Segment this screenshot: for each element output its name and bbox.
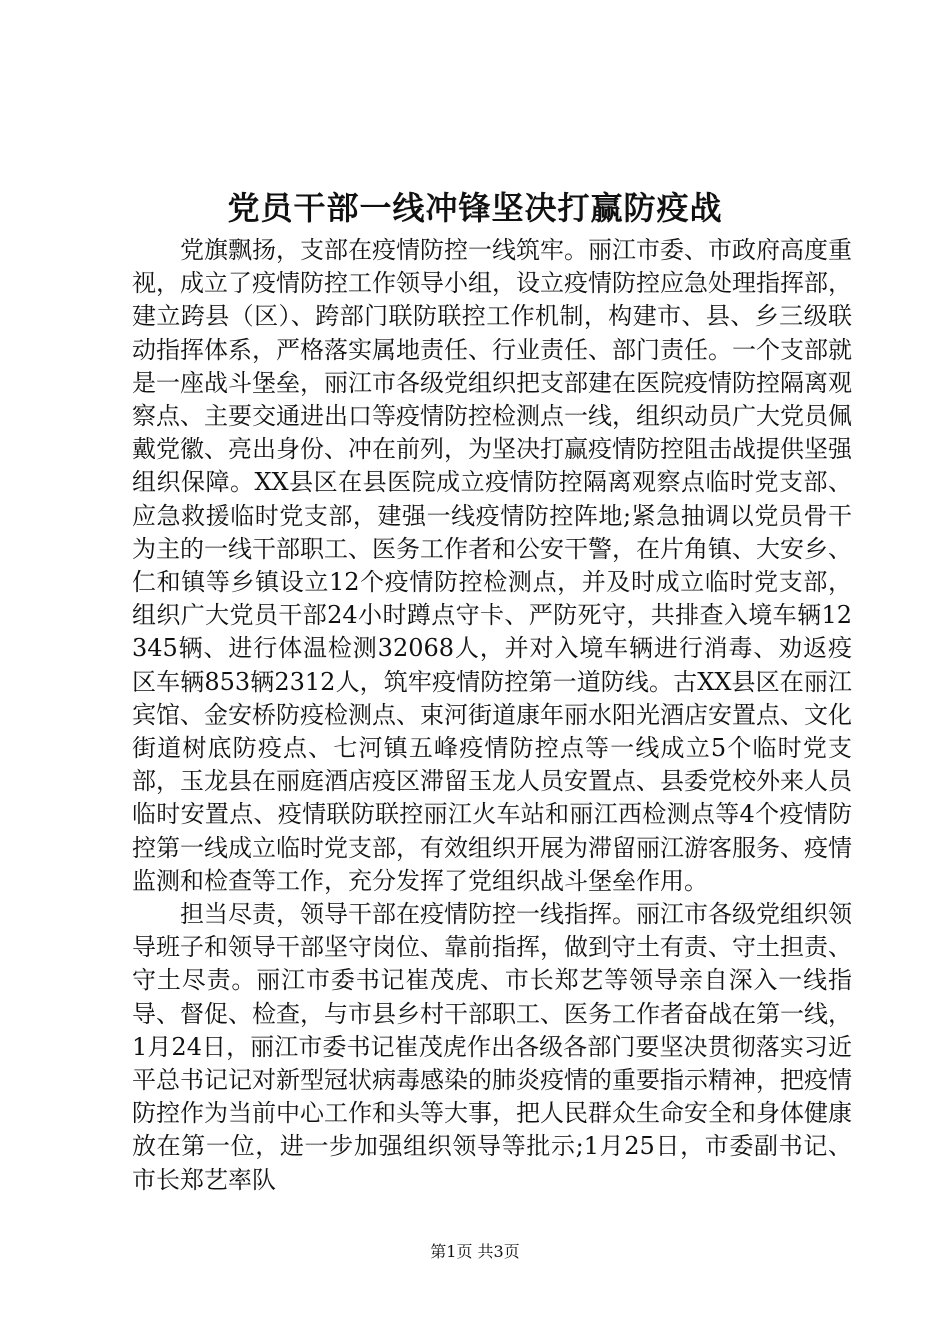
paragraph: 担当尽责，领导干部在疫情防控一线指挥。丽江市各级党组织领导班子和领导干部坚守岗位、靠前指挥，做到守土有责、守土担责、守土尽责。丽江市委书记崔茂虎、市长郑艺等领导亲自深入一线指导、督促、检查，与市县乡村干部职工、医务工作者奋战在第一线，1月24日，丽江市委书记崔茂虎作出各级各部门要坚决贯彻落实习近平总书记记对新型冠状病毒感染的肺炎疫情的重要指示精神，把疫情防控作为当前中心工作和头等大事，把人民群众生命安全和身体健康放在第一位，进一步加强组织领导等批示;1月25日，市委副书记、市长郑艺率队 <box>132 900 852 1194</box>
page-number-footer: 第1页 共3页 <box>430 1242 520 1261</box>
paragraph: 党旗飘扬，支部在疫情防控一线筑牢。丽江市委、市政府高度重视，成立了疫情防控工作领导小组，设立疫情防控应急处理指挥部，建立跨县（区）、跨部门联防联控工作机制，构建市、县、乡三级联动指挥体系，严格落实属地责任、行业责任、部门责任。一个支部就是一座战斗堡垒，丽江市各级党组织把支部建在医院疫情防控隔离观察点、主要交通进出口等疫情防控检测点一线，组织动员广大党员佩戴党徽、亮出身份、冲在前列，为坚决打赢疫情防控阻击战提供坚强组织保障。XX县区在县医院成立疫情防控隔离观察点临时党支部、应急救援临时党支部，建强一线疫情防控阵地;紧急抽调以党员骨干为主的一线干部职工、医务工作者和公安干警，在片角镇、大安乡、仁和镇等乡镇设立12个疫情防控检测点，并及时成立临时党支部，组织广大党员干部24小时蹲点守卡、严防死守，共排查入境车辆12345辆、进行体温检测32068人，并对入境车辆进行消毒、劝返疫区车辆853辆2312人，筑牢疫情防控第一道防线。古XX县区在丽江宾馆、金安桥防疫检测点、束河街道康年丽水阳光酒店安置点、文化街道树底防疫点、七河镇五峰疫情防控点等一线成立5个临时党支部，玉龙县在丽庭酒店疫区滞留玉龙人员安置点、县委党校外来人员临时安置点、疫情联防联控丽江火车站和丽江西检测点等4个疫情防控第一线成立临时党支部，有效组织开展为滞留丽江游客服务、疫情监测和检查等工作，充分发挥了党组织战斗堡垒作用。 <box>132 236 852 895</box>
document-body <box>132 234 852 1197</box>
document-title: 党员干部一线冲锋坚决打赢防疫战 <box>227 189 723 227</box>
